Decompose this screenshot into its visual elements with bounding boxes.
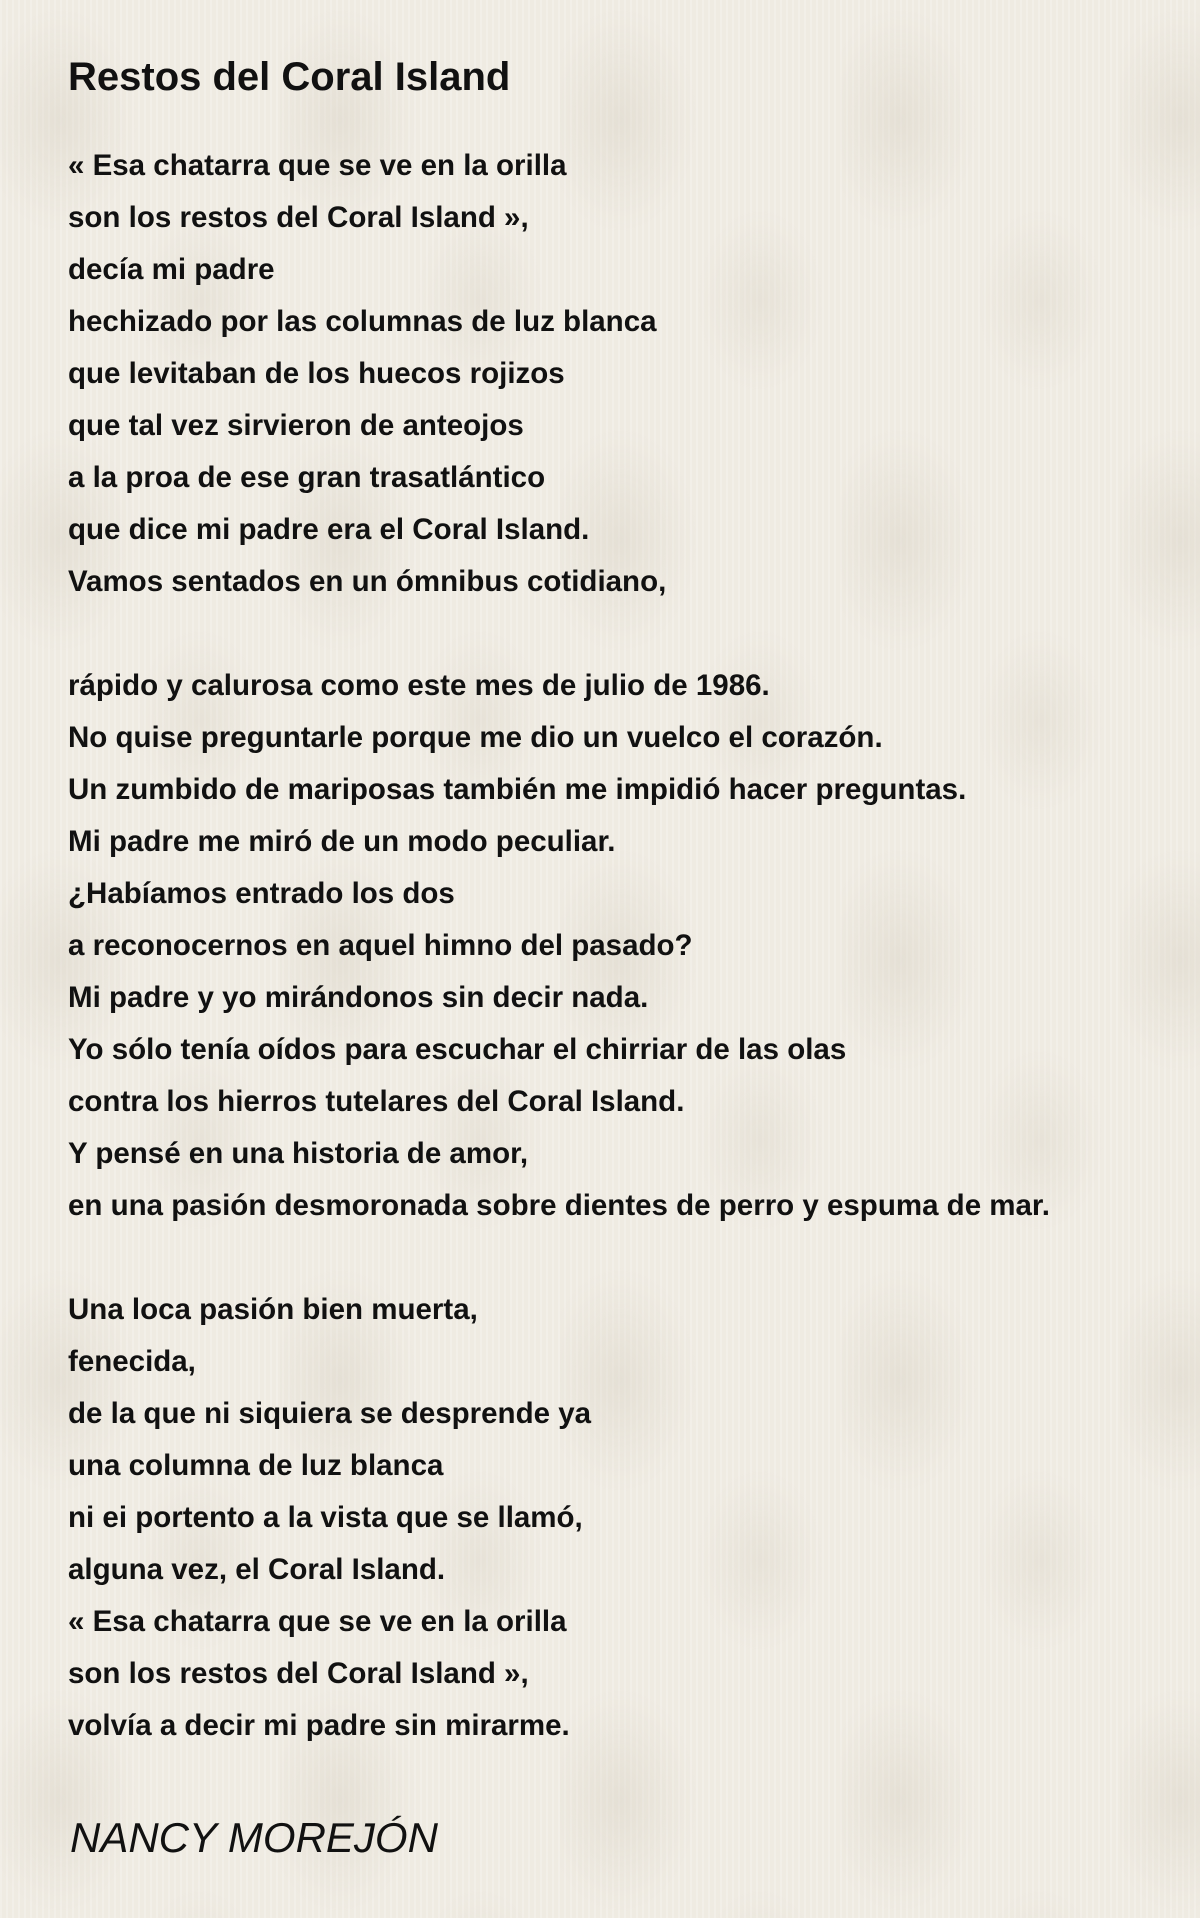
- poem-line: Un zumbido de mariposas también me impidió hacer preguntas.: [68, 773, 967, 806]
- poem-line: una columna de luz blanca: [68, 1449, 444, 1482]
- poem-line: Yo sólo tenía oídos para escuchar el chirriar de las olas: [68, 1033, 847, 1066]
- poem-line: contra los hierros tutelares del Coral Island.: [68, 1085, 685, 1118]
- poem-line: rápido y calurosa como este mes de julio de 1986.: [68, 669, 770, 702]
- stanza-1: [68, 140, 1178, 608]
- poem-line: Mi padre y yo mirándonos sin decir nada.: [68, 981, 649, 1014]
- poem-line: ni ei portento a la vista que se llamó,: [68, 1501, 583, 1534]
- poem-line: Y pensé en una historia de amor,: [68, 1137, 529, 1170]
- poem-line: « Esa chatarra que se ve en la orilla: [68, 149, 567, 182]
- stanza-2: [68, 660, 1178, 1232]
- poem-line: a la proa de ese gran trasatlántico: [68, 461, 546, 494]
- poem-line: son los restos del Coral Island »,: [68, 201, 529, 234]
- poem-line: No quise preguntarle porque me dio un vuelco el corazón.: [68, 721, 883, 754]
- poem-line: decía mi padre: [68, 253, 275, 286]
- poem-line: de la que ni siquiera se desprende ya: [68, 1397, 592, 1430]
- poem-line: son los restos del Coral Island »,: [68, 1657, 529, 1690]
- poem-line: hechizado por las columnas de luz blanca: [68, 305, 657, 338]
- poem-line: « Esa chatarra que se ve en la orilla: [68, 1605, 567, 1638]
- stanza-3: [68, 1284, 1178, 1752]
- poem-page: [68, 50, 1178, 1752]
- author-name: NANCY MOREJÓN: [70, 1814, 438, 1861]
- poem-title: Restos del Coral Island: [68, 55, 511, 99]
- poem-line: que tal vez sirvieron de anteojos: [68, 409, 524, 442]
- poem-line: que levitaban de los huecos rojizos: [68, 357, 565, 390]
- poem-line: a reconocernos en aquel himno del pasado?: [68, 929, 693, 962]
- poem-line: Una loca pasión bien muerta,: [68, 1293, 478, 1326]
- poem-line: ¿Habíamos entrado los dos: [68, 877, 455, 910]
- poem-line: en una pasión desmoronada sobre dientes de perro y espuma de mar.: [68, 1189, 1050, 1222]
- poem-line: fenecida,: [68, 1345, 196, 1378]
- poem-line: que dice mi padre era el Coral Island.: [68, 513, 590, 546]
- poem-line: Mi padre me miró de un modo peculiar.: [68, 825, 616, 858]
- poem-line: alguna vez, el Coral Island.: [68, 1553, 446, 1586]
- poem-line: volvía a decir mi padre sin mirarme.: [68, 1709, 570, 1742]
- poem-line: Vamos sentados en un ómnibus cotidiano,: [68, 565, 667, 598]
